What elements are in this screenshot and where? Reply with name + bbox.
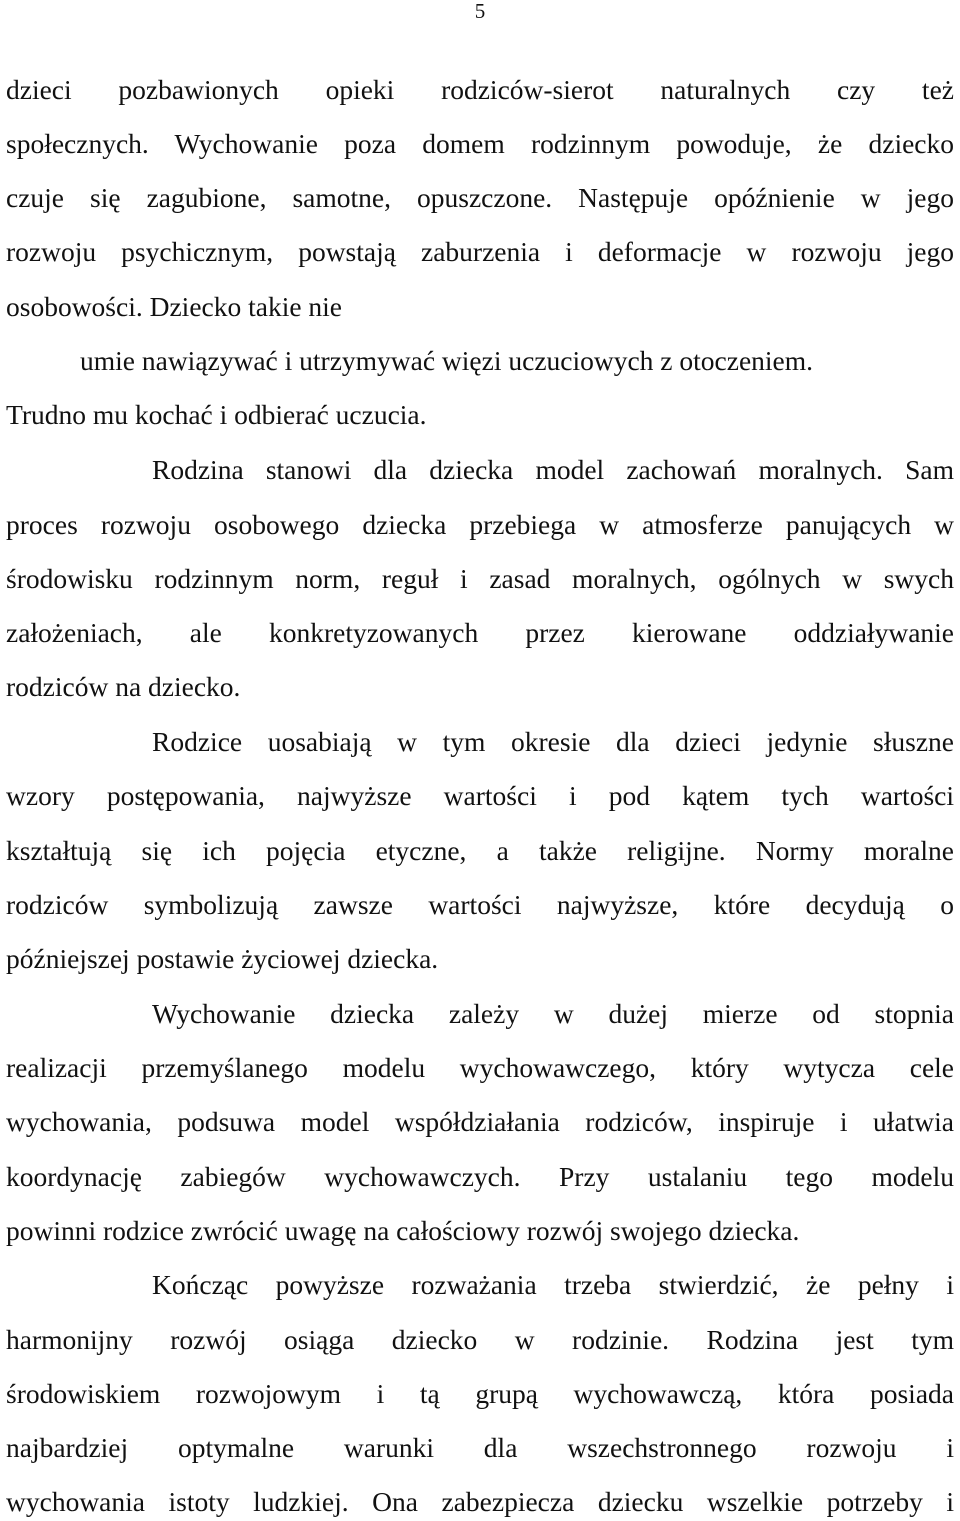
text-line: rodziców na dziecko. [6,671,241,702]
text-line: rodziców symbolizują zawsze wartości najwyższe, które decydują o [6,889,954,920]
text-line: proces rozwoju osobowego dziecka przebiega w atmosferze panujących w [6,509,954,540]
text-line: osobowości. Dziecko takie nie [6,291,343,322]
text-line: dzieci pozbawionych opieki rodziców-sierot naturalnych czy też [6,74,954,105]
text-line: najbardziej optymalne warunki dla wszechstronnego rozwoju i [6,1432,954,1463]
text-line: powinni rodzice zwrócić uwagę na całościowy rozwój swojego dziecka. [6,1215,800,1246]
text-line: koordynację zabiegów wychowawczych. Przy ustalaniu tego modelu [6,1161,954,1192]
text-line: Wychowanie dziecka zależy w dużej mierze od stopnia [152,998,954,1029]
text-line: harmonijny rozwój osiąga dziecko w rodzinie. Rodzina jest tym [6,1324,954,1355]
text-line: umie nawiązywać i utrzymywać więzi uczuciowych z otoczeniem. [80,345,814,376]
text-line: realizacji przemyślanego modelu wychowawczego, który wytycza cele [6,1052,954,1083]
text-line: wychowania istoty ludzkiej. Ona zabezpiecza dziecku wszelkie potrzeby i [6,1486,954,1517]
text-line: wychowania, podsuwa model współdziałania rodziców, inspiruje i ułatwia [6,1106,954,1137]
text-line: założeniach, ale konkretyzowanych przez kierowane oddziaływanie [6,617,954,648]
page-number: 5 [474,0,486,23]
text-line: Kończąc powyższe rozważania trzeba stwierdzić, że pełny i [152,1269,954,1300]
text-line: kształtują się ich pojęcia etyczne, a także religijne. Normy moralne [6,835,954,866]
text-line: czuje się zagubione, samotne, opuszczone. Następuje opóźnienie w jego [6,182,954,213]
text-line: Rodzice uosabiają w tym okresie dla dzieci jedynie słuszne [152,726,954,757]
text-line: środowisku rodzinnym norm, reguł i zasad moralnych, ogólnych w swych [6,563,954,594]
text-line: społecznych. Wychowanie poza domem rodzinnym powoduje, że dziecko [6,128,954,159]
text-line: późniejszej postawie życiowej dziecka. [6,943,439,974]
text-line: Trudno mu kochać i odbierać uczucia. [6,399,427,430]
text-line: wzory postępowania, najwyższe wartości i pod kątem tych wartości [6,780,954,811]
text-line: środowiskiem rozwojowym i tą grupą wychowawczą, która posiada [6,1378,954,1409]
text-line: rozwoju psychicznym, powstają zaburzenia i deformacje w rozwoju jego [6,236,954,267]
text-line: Rodzina stanowi dla dziecka model zachowań moralnych. Sam [152,454,954,485]
